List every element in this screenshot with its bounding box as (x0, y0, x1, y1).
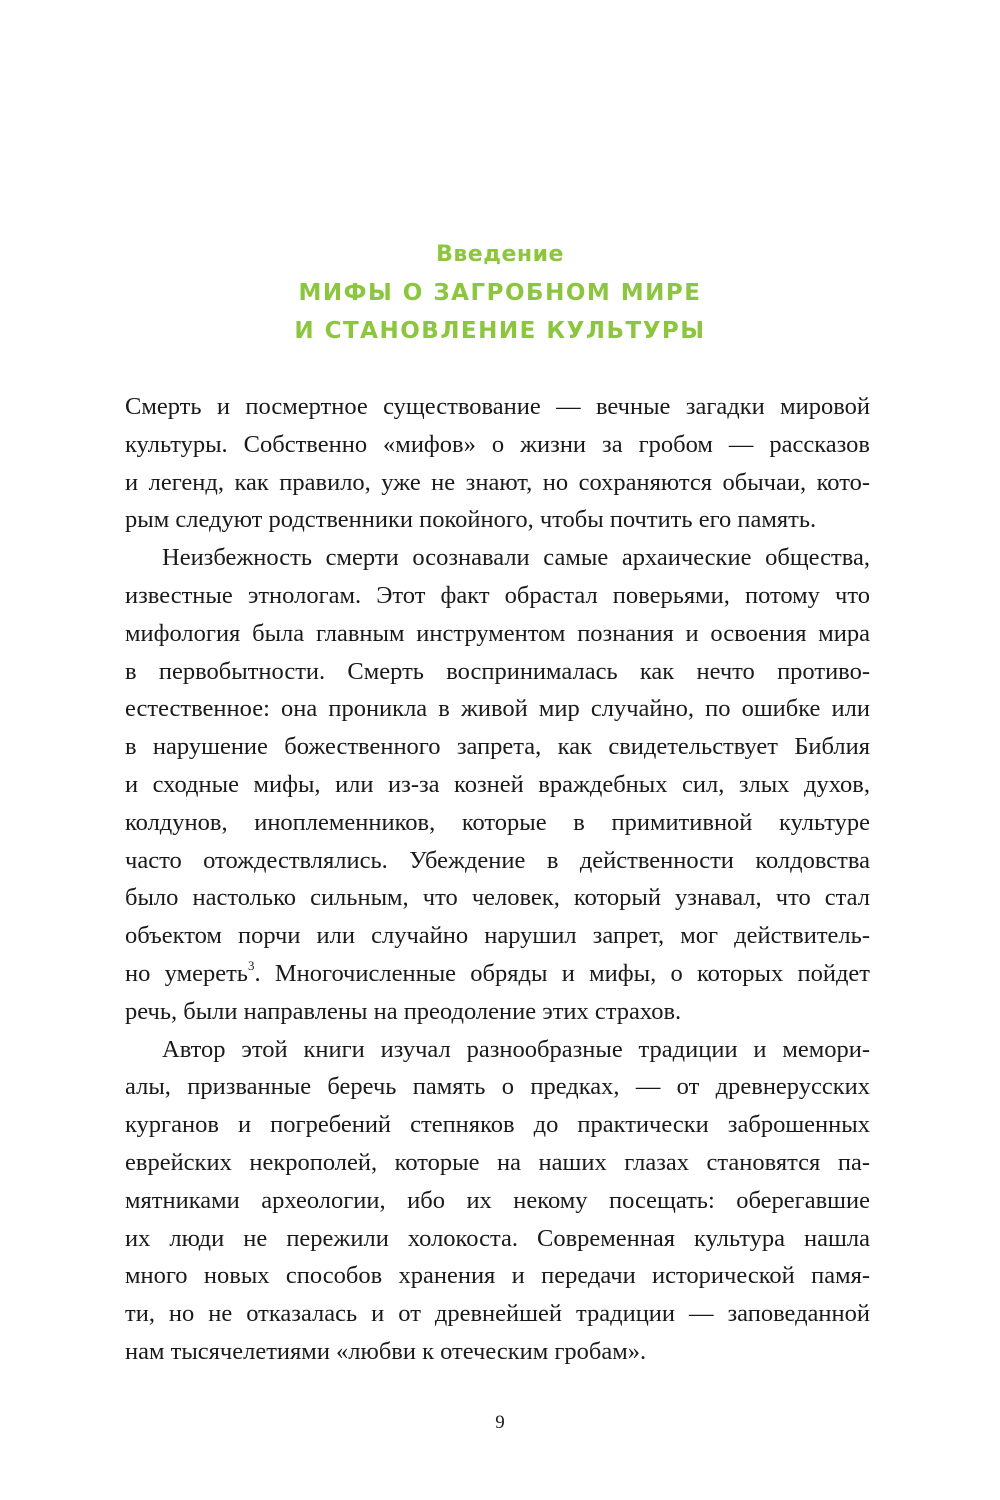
text-segment: но умереть (125, 959, 248, 987)
text-line: известные этнологам. Этот факт обрастал поверьями, потому что (125, 581, 870, 609)
body-text (125, 388, 870, 1371)
text-line: Неизбежность смерти осознавали самые архаические общества, (162, 544, 870, 572)
text-line: много новых способов хранения и передачи исторической памя- (125, 1262, 870, 1290)
text-line: курганов и погребений степняков до практически заброшенных (125, 1111, 870, 1139)
text-line: нам тысячелетиями «любви к отеческим гробам». (125, 1337, 647, 1365)
footnote-reference[interactable]: 3 (247, 957, 255, 973)
text-line: Автор этой книги изучал разнообразные традиции и мемори- (162, 1035, 870, 1063)
chapter-label: Введение (436, 242, 564, 267)
text-line: часто отождествлялись. Убеждение в действенности колдовства (125, 846, 870, 874)
text-line: объектом порчи или случайно нарушил запрет, мог действитель- (125, 922, 870, 950)
text-line: культуры. Собственно «мифов» о жизни за гробом — рассказов (125, 430, 870, 458)
text-line: речь, были направлены на преодоление этих страхов. (125, 997, 682, 1025)
text-line: Смерть и посмертное существование — вечные загадки мировой (125, 393, 870, 420)
chapter-title-line-2: И СТАНОВЛЕНИЕ КУЛЬТУРЫ (294, 318, 706, 344)
text-line: в нарушение божественного запрета, как свидетельствует Библия (125, 733, 870, 761)
text-line: ти, но не отказалась и от древнейшей традиции — заповеданной (125, 1300, 870, 1328)
text-line: их люди не пережили холокоста. Современная культура нашла (125, 1224, 870, 1252)
text-line: еврейских некрополей, которые на наших глазах становятся па- (125, 1148, 870, 1176)
text-segment: . Многочисленные обряды и мифы, о которых пойдет (254, 959, 870, 987)
text-line: мятниками археологии, ибо их некому посещать: оберегавшие (125, 1186, 870, 1214)
text-line: было настолько сильным, что человек, который узнавал, что стал (125, 884, 870, 912)
text-line: алы, призванные беречь память о предках, — от древнерусских (125, 1073, 870, 1101)
text-line: и сходные мифы, или из-за козней враждебных сил, злых духов, (125, 770, 870, 798)
page-number: 9 (495, 1412, 505, 1433)
chapter-title-line-1: МИФЫ О ЗАГРОБНОМ МИРЕ (298, 280, 702, 306)
text-line-with-footnote (125, 955, 870, 993)
text-line: рым следуют родственники покойного, чтобы почтить его память. (125, 506, 817, 534)
text-line: колдунов, иноплеменников, которые в примитивной культуре (125, 808, 870, 836)
text-line: в первобытности. Смерть воспринималась как нечто противо- (125, 657, 870, 685)
text-line: естественное: она проникла в живой мир случайно, по ошибке или (125, 695, 870, 723)
text-line: мифология была главным инструментом познания и освоения мира (125, 619, 870, 647)
text-line: и легенд, как правило, уже не знают, но сохраняются обычаи, кото- (125, 468, 870, 496)
